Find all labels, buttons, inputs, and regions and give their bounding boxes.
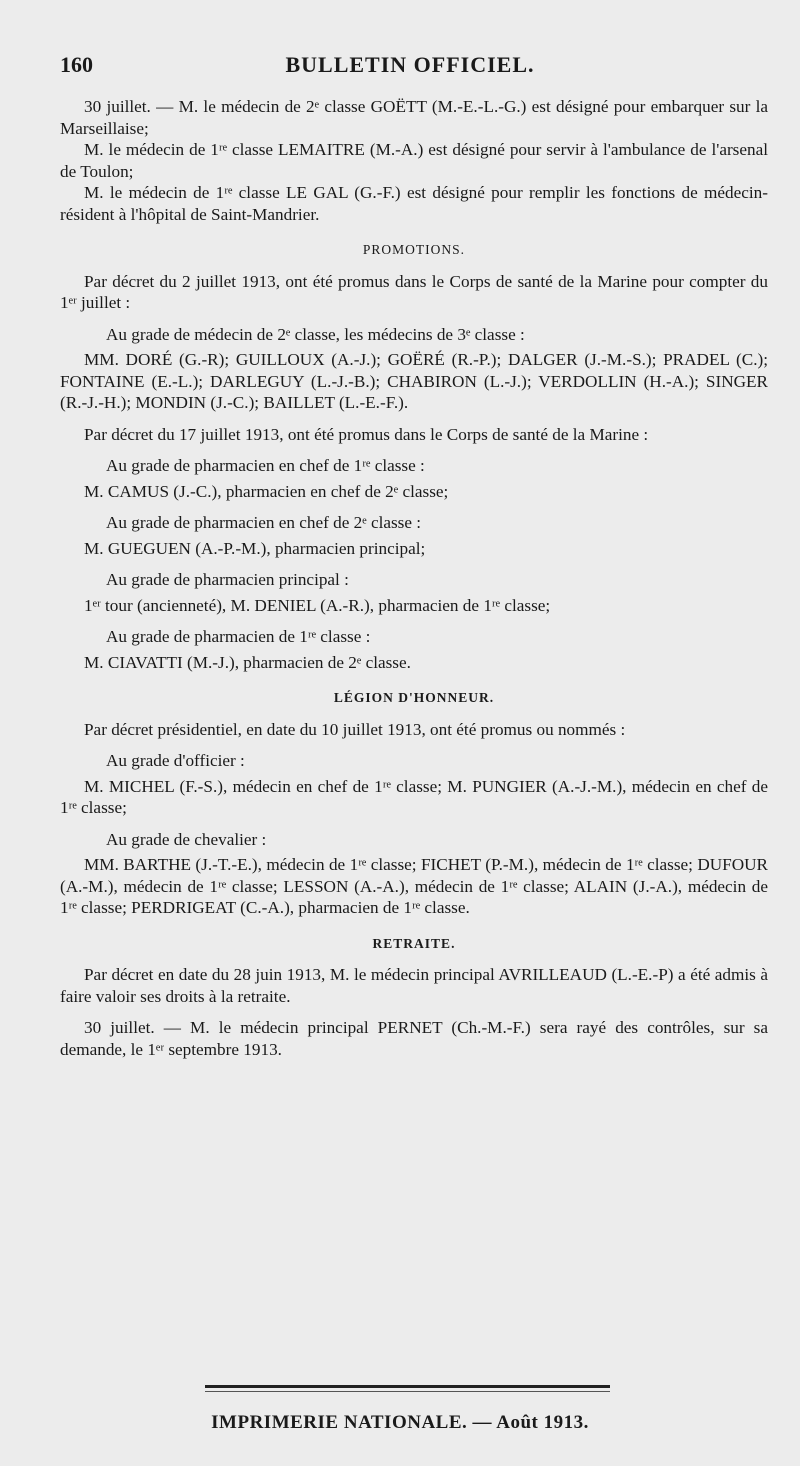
intro-paragraph-3: M. le médecin de 1ʳᵉ classe LE GAL (G.-F.) est désigné pour remplir les fonctions de médecin-résident à l'hôpital de Saint-Mandrier. xyxy=(60,183,768,224)
legion-heading: LÉGION D'HONNEUR. xyxy=(333,690,495,705)
running-title: BULLETIN OFFICIEL. xyxy=(285,52,535,77)
intro-paragraph-1: 30 juillet. — M. le médecin de 2ᵉ classe GOËTT (M.-E.-L.-G.) est désigné pour embarquer sur la Marseillaise; xyxy=(60,97,768,138)
promotions-names-1: MM. DORÉ (G.-R); GUILLOUX (A.-J.); GOËRÉ (R.-P.); DALGER (J.-M.-S.); PRADEL (C.); FONTAINE (E.-L.); DARLEGUY (L.-J.-B.); CHABIRON (L.-J.); VERDOLLIN (H.-A.); SINGER (R.-J.-H.); MONDIN (J.-C.); BAILLET (L.-E.-F.). xyxy=(60,350,768,412)
legion-grade-2: Au grade de chevalier : xyxy=(106,829,267,849)
promotions-names-2: M. CAMUS (J.-C.), pharmacien en chef de 2ᵉ classe; xyxy=(84,481,449,501)
page-header xyxy=(60,52,760,82)
legion-decree: Par décret présidentiel, en date du 10 juillet 1913, ont été promus ou nommés : xyxy=(84,719,626,739)
page-body xyxy=(60,96,768,1060)
promotions-grade-5: Au grade de pharmacien de 1ʳᵉ classe : xyxy=(106,627,371,646)
retraite-heading: RETRAITE. xyxy=(372,935,456,951)
legion-names-1: M. MICHEL (F.-S.), médecin en chef de 1ʳᵉ classe; M. PUNGIER (A.-J.-M.), médecin en chef de 1ʳᵉ classe; xyxy=(60,776,768,817)
legion-names-2: MM. BARTHE (J.-T.-E.), médecin de 1ʳᵉ classe; FICHET (P.-M.), médecin de 1ʳᵉ classe; DUFOUR (A.-M.), médecin de 1ʳᵉ classe; LESSON (A.-A.), médecin de 1ʳᵉ classe; ALAIN (J.-A.), médecin de 1ʳᵉ classe; PERDRIGEAT (C.-A.), pharmacien de 1ʳᵉ classe. xyxy=(60,855,768,917)
promotions-grade-1: Au grade de médecin de 2ᵉ classe, les médecins de 3ᵉ classe : xyxy=(106,324,525,344)
retraite-paragraph-2: 30 juillet. — M. le médecin principal PERNET (Ch.-M.-F.) sera rayé des contrôles, sur sa demande, le 1ᵉʳ septembre 1913. xyxy=(60,1018,768,1059)
intro-paragraph-2: M. le médecin de 1ʳᵉ classe LEMAITRE (M.-A.) est désigné pour servir à l'ambulance de l'arsenal de Toulon; xyxy=(60,140,768,181)
printer-imprint: IMPRIMERIE NATIONALE. — Août 1913. xyxy=(211,1412,589,1433)
page-number: 160 xyxy=(60,52,93,77)
legion-grade-1: Au grade d'officier : xyxy=(106,751,245,770)
promotions-names-5: M. CIAVATTI (M.-J.), pharmacien de 2ᵉ classe. xyxy=(84,652,411,672)
promotions-heading: PROMOTIONS. xyxy=(362,242,466,257)
footer-rule-thin xyxy=(205,1391,610,1392)
promotions-names-4: 1ᵉʳ tour (ancienneté), M. DENIEL (A.-R.), pharmacien de 1ʳᵉ classe; xyxy=(84,595,551,615)
promotions-grade-4: Au grade de pharmacien principal : xyxy=(106,570,349,589)
footer-rule xyxy=(205,1385,610,1388)
promotions-decree-1: Par décret du 2 juillet 1913, ont été promus dans le Corps de santé de la Marine pour compter du 1ᵉʳ juillet : xyxy=(60,271,768,312)
promotions-grade-2: Au grade de pharmacien en chef de 1ʳᵉ classe : xyxy=(106,456,425,475)
promotions-names-3: M. GUEGUEN (A.-P.-M.), pharmacien principal; xyxy=(84,538,426,558)
retraite-paragraph-1: Par décret en date du 28 juin 1913, M. le médecin principal AVRILLEAUD (L.-E.-P) a été admis à faire valoir ses droits à la retraite. xyxy=(60,965,768,1006)
promotions-grade-3: Au grade de pharmacien en chef de 2ᵉ classe : xyxy=(106,513,422,532)
promotions-decree-2: Par décret du 17 juillet 1913, ont été promus dans le Corps de santé de la Marine : xyxy=(84,424,649,444)
